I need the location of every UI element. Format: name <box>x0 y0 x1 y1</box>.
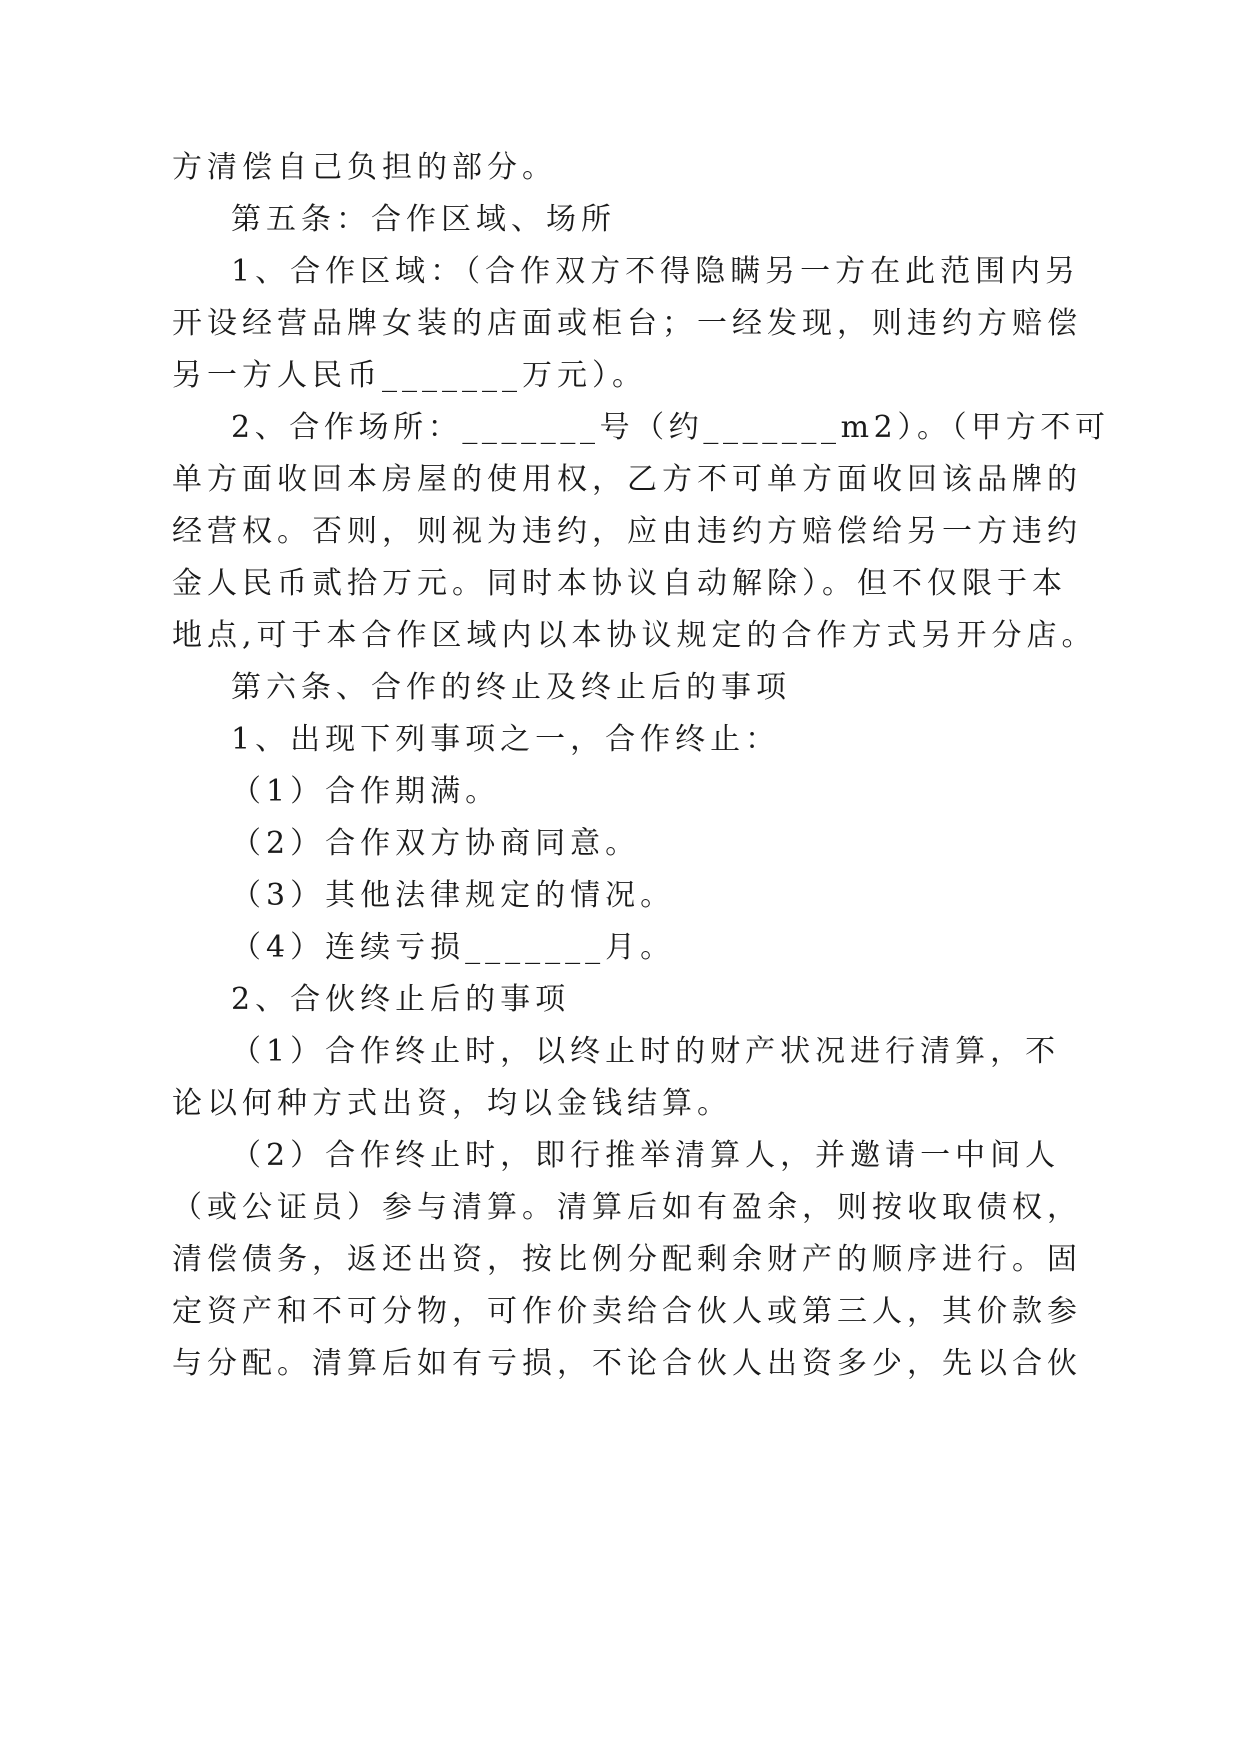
text-line: （或公证员）参与清算。清算后如有盈余，则按收取债权， <box>172 1190 1082 1225</box>
text-line: 2、合作场所：_______号（约_______m2）。（甲方不可 <box>231 410 1110 445</box>
list-item: （3）其他法律规定的情况。 <box>231 878 676 913</box>
list-item: （2）合作双方协商同意。 <box>231 826 641 861</box>
text-line: 清偿债务，返还出资，按比例分配剩余财产的顺序进行。固 <box>172 1242 1082 1277</box>
list-item: （4）连续亏损_______月。 <box>231 930 676 965</box>
text-line: 金人民币贰拾万元。同时本协议自动解除）。但不仅限于本 <box>172 566 1067 601</box>
list-item: （1）合作期满。 <box>231 774 501 809</box>
text-line: 经营权。否则，则视为违约，应由违约方赔偿给另一方违约 <box>172 514 1082 549</box>
text-line: 1、合作区域：（合作双方不得隐瞒另一方在此范围内另 <box>231 254 1081 289</box>
text-line: 2、合伙终止后的事项 <box>231 982 571 1017</box>
text-line: 定资产和不可分物，可作价卖给合伙人或第三人，其价款参 <box>172 1294 1082 1329</box>
text-line: 论以何种方式出资，均以金钱结算。 <box>172 1086 732 1121</box>
text-line: （2）合作终止时，即行推举清算人，并邀请一中间人 <box>231 1138 1061 1173</box>
text-line: 单方面收回本房屋的使用权，乙方不可单方面收回该品牌的 <box>172 462 1082 497</box>
section-heading: 第五条：合作区域、场所 <box>231 202 616 237</box>
text-line: 另一方人民币_______万元）。 <box>172 358 647 393</box>
text-line: 地点,可于本合作区域内以本协议规定的合作方式另开分店。 <box>172 618 1097 653</box>
text-line: 开设经营品牌女装的店面或柜台；一经发现，则违约方赔偿 <box>172 306 1082 341</box>
text-line: 与分配。清算后如有亏损，不论合伙人出资多少，先以合伙 <box>172 1346 1082 1381</box>
text-line: （1）合作终止时，以终止时的财产状况进行清算，不 <box>231 1034 1061 1069</box>
section-heading: 第六条、合作的终止及终止后的事项 <box>231 670 791 705</box>
text-line: 方清偿自己负担的部分。 <box>172 150 557 185</box>
text-line: 1、出现下列事项之一，合作终止： <box>231 722 781 757</box>
